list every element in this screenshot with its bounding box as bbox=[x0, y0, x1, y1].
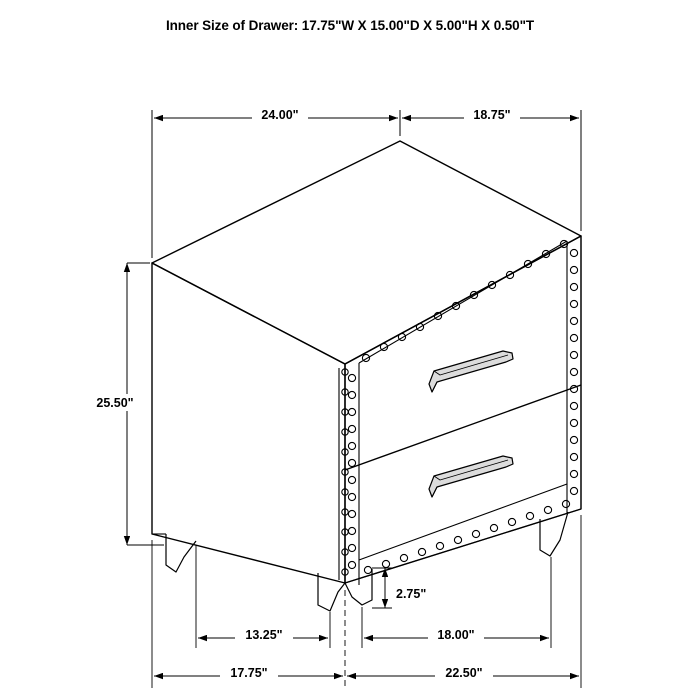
cabinet-front-face bbox=[345, 236, 581, 583]
front-band-top-edge bbox=[359, 241, 567, 363]
drawer-pull-upper bbox=[429, 351, 513, 392]
dim-label-base-right: 22.50" bbox=[445, 666, 483, 680]
dim-label-front-left: 13.25" bbox=[245, 628, 283, 642]
drawer-divider-line bbox=[345, 385, 581, 470]
page-title: Inner Size of Drawer: 17.75"W X 15.00"D X 5.00"H X 0.50"T bbox=[165, 18, 535, 33]
dim-label-base-left: 17.75" bbox=[230, 666, 268, 680]
nightstand-illustration bbox=[152, 141, 581, 611]
leg-center bbox=[318, 573, 345, 611]
dim-label-top-left: 24.00" bbox=[261, 108, 299, 122]
dim-label-leg-height: 2.75" bbox=[396, 587, 427, 601]
leg-right bbox=[540, 512, 568, 556]
cabinet-left-face bbox=[152, 263, 345, 583]
drawer-pull-lower bbox=[429, 456, 513, 497]
leg-left-front bbox=[166, 534, 196, 572]
dimension-labels bbox=[86, 106, 520, 681]
dim-label-left-height: 25.50" bbox=[96, 396, 134, 410]
front-band-bottom-upper bbox=[359, 484, 567, 560]
front-band-bottom-lower bbox=[345, 509, 581, 583]
dim-label-top-right: 18.75" bbox=[473, 108, 511, 122]
dimension-lines bbox=[127, 110, 581, 688]
cabinet-top-panel bbox=[152, 141, 581, 364]
nailhead-trim-group bbox=[342, 240, 578, 575]
dim-label-front-right: 18.00" bbox=[437, 628, 475, 642]
